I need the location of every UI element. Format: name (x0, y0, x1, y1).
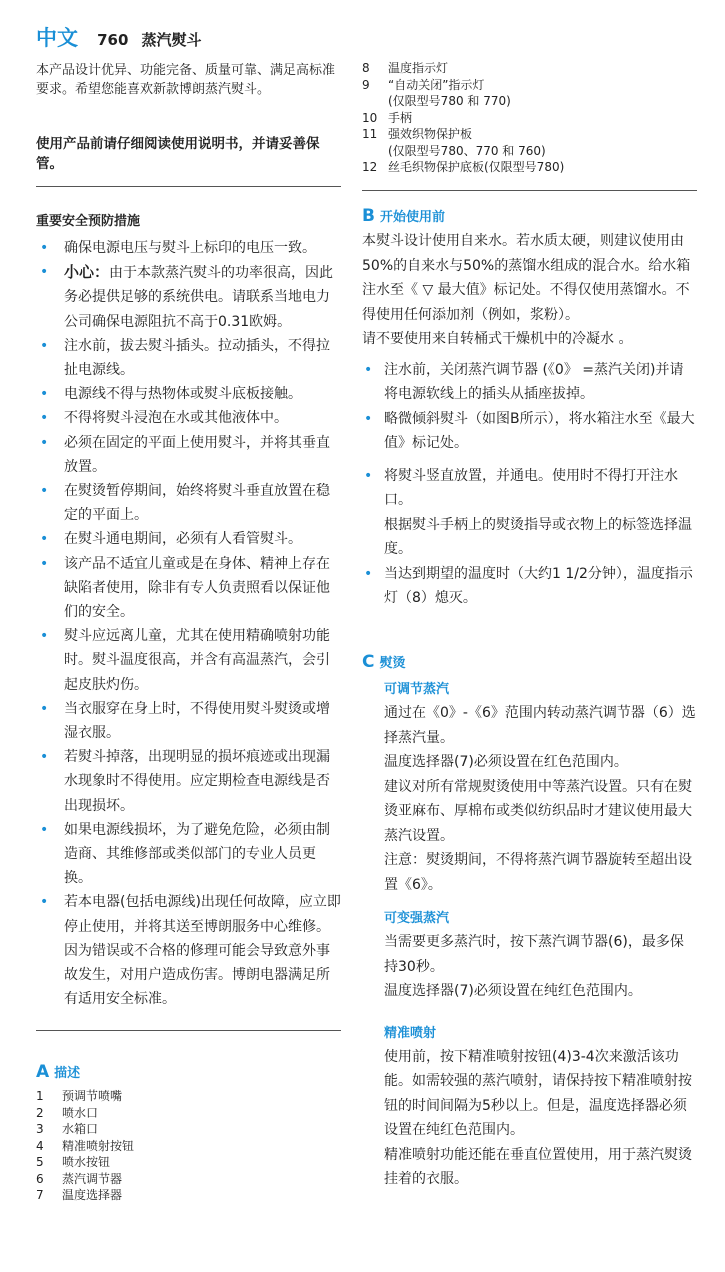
list-item: • 注水前，拔去熨斗插头。拉动插头，不得拉扯电源线。 (36, 334, 341, 382)
bullet-icon: • (40, 410, 49, 427)
list-item: • 电源线不得与热物体或熨斗底板接触。 (36, 382, 341, 406)
list-item: • 不得将熨斗浸泡在水或其他液体中。 (36, 406, 341, 430)
bullet-icon: • (40, 628, 49, 645)
bullet-icon: • (40, 749, 49, 766)
ironing-section (362, 652, 697, 1192)
bullet-icon: • (40, 700, 49, 717)
bullet-icon: • (40, 555, 49, 572)
list-item: 1 预调节喷嘴 (36, 1089, 123, 1103)
list-item: 7 温度选择器 (36, 1188, 123, 1202)
bullet-icon: • (40, 531, 49, 548)
subsection-title: 精准喷射 (384, 1025, 437, 1041)
list-item: 3 水箱口 (36, 1122, 99, 1136)
language-label: 中文 (36, 26, 78, 50)
bullet-icon: • (40, 821, 49, 838)
ironing-paragraph: 使用前，按下精准喷射按钮(4)3-4次来激活该功能。如需较强的蒸汽喷射，请保持按下精准喷射按钮的时间间隔为5秒以上。但是，温度选择器必须设置在纯红色范围内。 (384, 1048, 692, 1138)
list-item: • 小心：由于本款蒸汽熨斗的功率很高，因此务必提供足够的系统供电。请联系当地电力公司确保电源阻抗不高于0.31欧姆。 (36, 260, 341, 334)
description-section (36, 1062, 341, 1204)
bullet-icon: • (40, 894, 49, 911)
list-item: 2 喷水口 (36, 1105, 99, 1120)
list-item: • 当达到期望的温度时（大约1 1/2分钟），温度指示灯（8）熄灭。 (364, 565, 693, 606)
bullet-icon: • (40, 386, 49, 403)
safety-section (36, 210, 341, 1012)
list-item: • 如果电源线损坏，为了避免危险，必须由制造商、其维修部或类似部门的专业人员更换。 (36, 818, 341, 891)
divider (36, 186, 341, 187)
safety-list (36, 236, 341, 1012)
list-item: 11 强效织物保护板 (仅限型号780、770 和 760) (362, 127, 546, 158)
list-item: • 将熨斗竖直放置，并通电。使用时不得打开注水口。 (364, 467, 678, 508)
section-letter: B (362, 206, 375, 226)
description-list (36, 1088, 341, 1204)
list-item: • 必须在固定的平面上使用熨斗，并将其垂直放置。 (36, 431, 341, 479)
subsection-title: 可变强蒸汽 (384, 911, 450, 926)
description-list-continued (362, 60, 697, 176)
before-use-title: 开始使用前 (379, 210, 445, 225)
description-title: 描述 (54, 1066, 81, 1081)
bullet-icon: • (40, 240, 49, 256)
before-use-list (362, 562, 697, 611)
list-item: • 若熨斗掉落，出现明显的损坏痕迹或出现漏水现象时不得使用。应定期检查电源线是否出现损坏。 (36, 745, 341, 818)
bullet-icon: • (40, 483, 49, 500)
bullet-icon: • (40, 337, 49, 354)
before-use-paragraph: 根据熨斗手柄上的熨烫指导或衣物上的标签选择温度。 (384, 516, 692, 557)
list-item: • 若本电器(包括电源线)出现任何故障，应立即停止使用，并将其送至博朗服务中心维修。因为错误或不合格的修理可能会导致意外事故发生，对用户造成伤害。博朗电器满足所有适用安全标准。 (36, 890, 341, 1011)
list-item: 6 蒸汽调节器 (36, 1171, 123, 1186)
description-continued (362, 60, 697, 176)
ironing-paragraph: 精准喷射功能还能在垂直位置使用，用于蒸汽熨烫挂着的衣服。 (384, 1146, 692, 1187)
list-item: • 在熨斗通电期间，必须有人看管熨斗。 (36, 527, 341, 551)
divider (362, 190, 697, 191)
ironing-paragraph: 通过在《0》-《6》范围内转动蒸汽调节器（6）选择蒸汽量。 (384, 705, 696, 746)
list-item: • 注水前，关闭蒸汽调节器 (《0》 =蒸汽关闭)并请将电源软线上的插头从插座拔掉。 (364, 361, 684, 402)
ironing-paragraph: 温度选择器(7)必须设置在红色范围内。 (384, 754, 628, 770)
before-use-paragraph: 本熨斗设计使用自来水。若水质太硬，则建议使用由50%的自来水与50%的蒸馏水组成的混合水。给水箱注水至《 ▽ 最大值》标记处。不得仅使用蒸馏水。不得使用任何添加剂（例如，浆粉）。 (362, 233, 691, 323)
list-item: 5 喷水按钮 (36, 1155, 111, 1169)
list-item: 10 手柄 (362, 110, 413, 125)
section-letter: C (362, 652, 375, 672)
subsection-title: 可调节蒸汽 (384, 682, 450, 697)
list-item: • 该产品不适宜儿童或是在身体、精神上存在缺陷者使用，除非有专人负责照看以保证他们的安全。 (36, 552, 341, 625)
list-item: • 当衣服穿在身上时，不得使用熨斗熨烫或增湿衣服。 (36, 697, 341, 745)
bullet-icon: • (40, 264, 49, 281)
ironing-paragraph: 建议对所有常规熨烫使用中等蒸汽设置。只有在熨烫亚麻布、厚棉布或类似纺织品时才建议使用最大蒸汽设置。 (384, 778, 692, 844)
safety-title: 重要安全预防措施 (36, 214, 141, 229)
list-item: • 在熨烫暂停期间，始终将熨斗垂直放置在稳定的平面上。 (36, 479, 341, 527)
before-use-section (362, 206, 697, 611)
list-item: 4 精准喷射按钮 (36, 1138, 135, 1153)
model-number: 760 (97, 31, 129, 49)
ironing-paragraph: 注意：熨烫期间，不得将蒸汽调节器旋转至超出设置《6》。 (384, 852, 692, 893)
page-header (36, 22, 202, 52)
ironing-paragraph: 温度选择器(7)必须设置在纯红色范围内。 (384, 983, 642, 999)
before-use-list (362, 358, 697, 513)
list-item: • 确保电源电压与熨斗上标印的电压一致。 (36, 236, 341, 260)
before-use-paragraph: 请不要使用来自转桶式干燥机中的冷凝水 。 (362, 331, 633, 347)
list-item: 8 温度指示灯 (362, 61, 449, 75)
list-item: • 略微倾斜熨斗（如图B所示），将水箱注水至《最大值》标记处。 (364, 410, 695, 451)
divider (36, 1030, 341, 1031)
intro-text: 本产品设计优异、功能完备、质量可靠、满足高标准要求。希望您能喜欢新款博朗蒸汽熨斗。 (36, 63, 336, 97)
list-item: • 熨斗应远离儿童，尤其在使用精确喷射功能时。熨斗温度很高，并含有高温蒸汽，会引起皮肤灼伤。 (36, 624, 341, 697)
ironing-paragraph: 当需要更多蒸汽时，按下蒸汽调节器(6)，最多保持30秒。 (384, 934, 684, 975)
product-name: 蒸汽熨斗 (141, 31, 202, 49)
ironing-title: 熨烫 (379, 656, 406, 671)
section-letter: A (36, 1062, 50, 1082)
list-item: 12 丝毛织物保护底板(仅限型号780) (362, 160, 565, 174)
bullet-icon: • (40, 434, 49, 451)
list-item: 9 “自动关闭”指示灯 (仅限型号780 和 770) (362, 77, 511, 108)
intro-bold-text: 使用产品前请仔细阅读使用说明书，并请妥善保管。 (36, 136, 320, 172)
